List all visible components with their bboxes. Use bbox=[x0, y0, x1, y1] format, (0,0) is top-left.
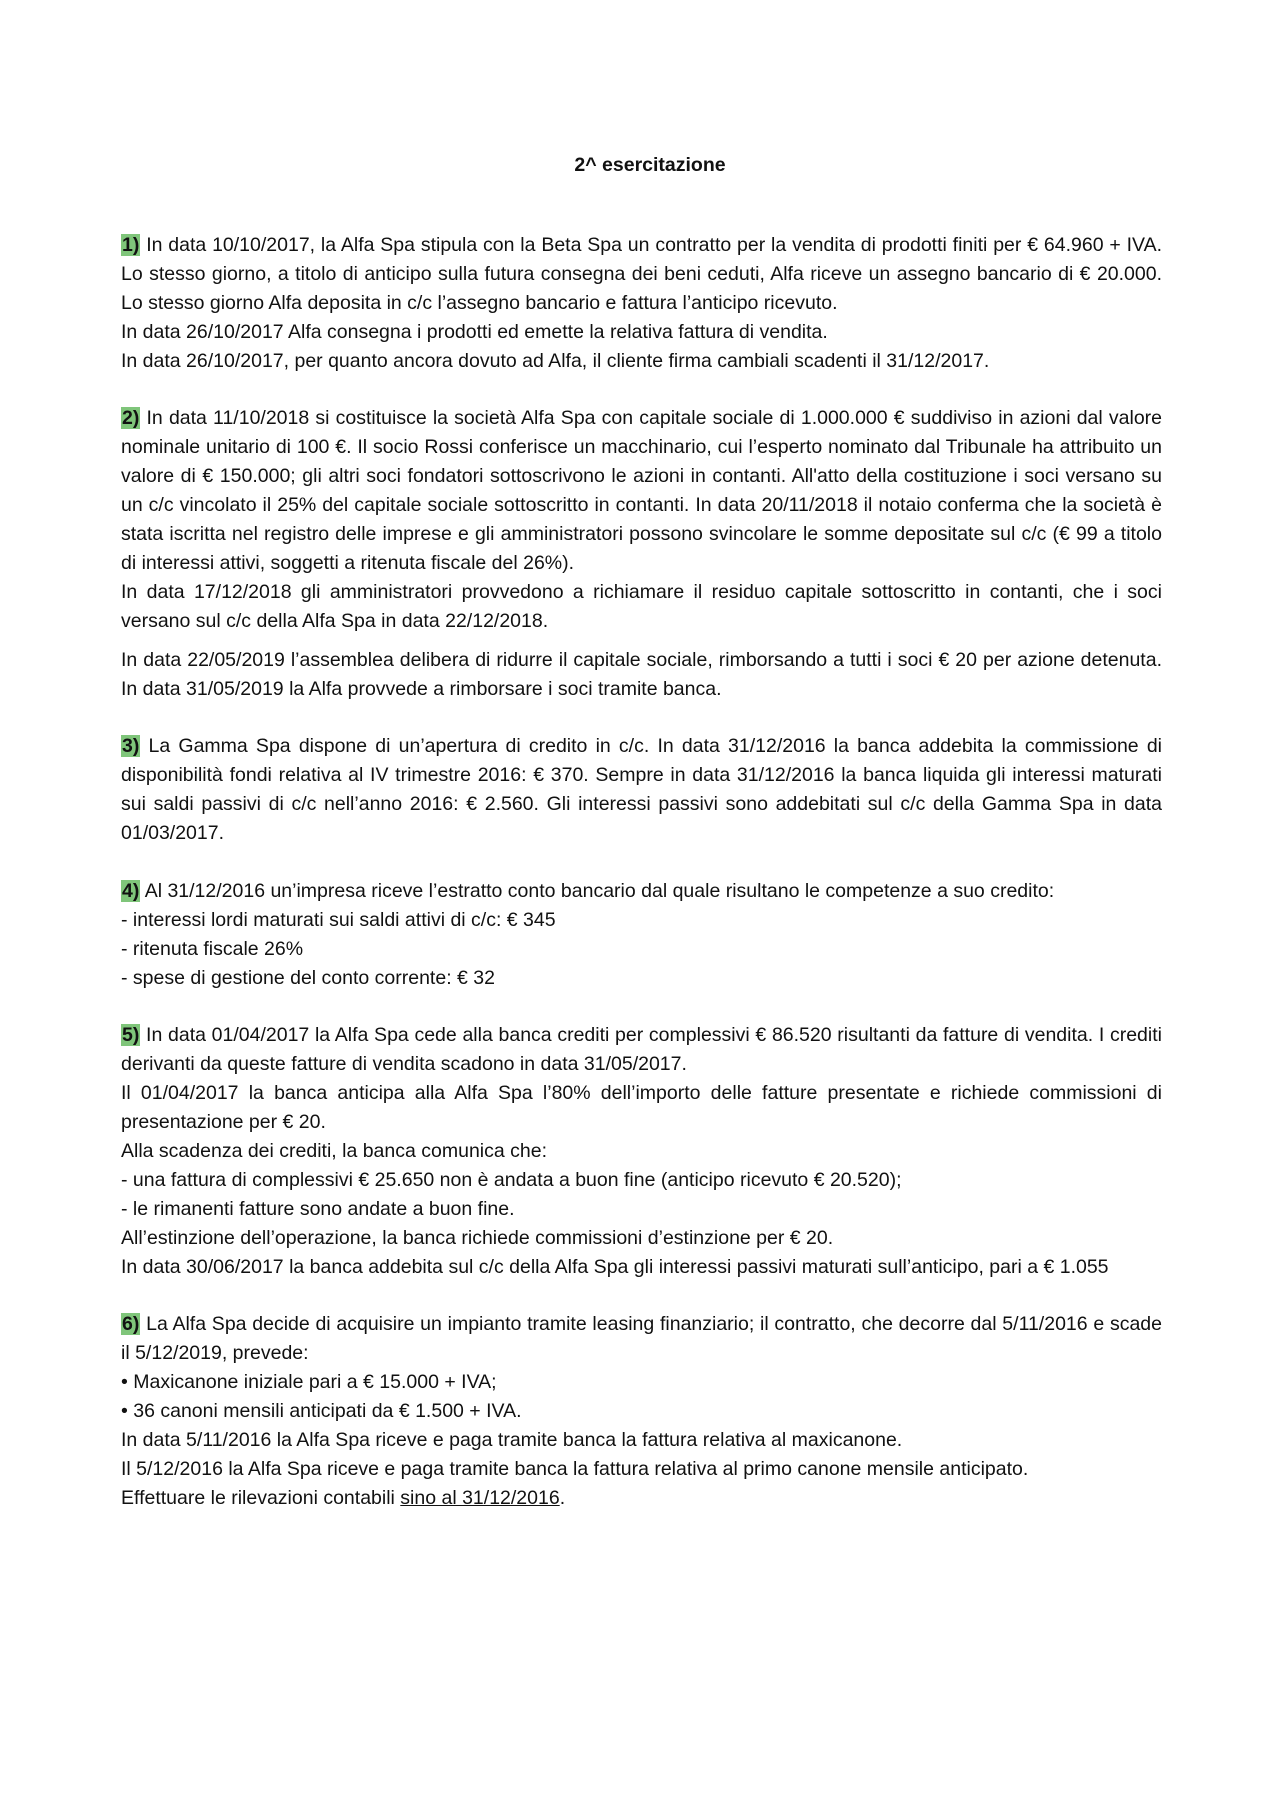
exercise-5-line-3: Alla scadenza dei crediti, la banca comunica che: bbox=[121, 1140, 547, 1163]
exercise-4-number: 4) bbox=[122, 879, 140, 902]
exercise-2-paragraph-2: In data 17/12/2018 gli amministratori provvedono a richiamare il residuo capitale sottoscritto in contanti, che i soci versano sul c/c della Alfa Spa in data 22/12/2018. bbox=[121, 580, 1162, 632]
exercise-6-item: • 36 canoni mensili anticipati da € 1.500 + IVA. bbox=[121, 1400, 522, 1423]
exercise-2-number: 2) bbox=[122, 407, 140, 430]
exercise-4 bbox=[121, 877, 1162, 993]
exercise-3 bbox=[121, 732, 1162, 848]
exercise-6-item: • Maxicanone iniziale pari a € 15.000 + IVA; bbox=[121, 1371, 497, 1394]
exercise-2-intro bbox=[121, 404, 1162, 577]
page-title: 2^ esercitazione bbox=[574, 154, 726, 176]
exercise-5-intro bbox=[121, 1021, 1162, 1079]
exercise-6-line-4: Il 5/12/2016 la Alfa Spa riceve e paga tramite banca la fattura relativa al primo canone mensile anticipato. bbox=[121, 1457, 1029, 1480]
exercise-5-paragraph-2: Il 01/04/2017 la banca anticipa alla Alfa Spa l’80% dell’importo delle fatture presentate e richiede commissioni di presentazione per € 20. bbox=[121, 1082, 1162, 1134]
exercise-6-line-3: In data 5/11/2016 la Alfa Spa riceve e paga tramite banca la fattura relativa al maxicanone. bbox=[121, 1429, 903, 1452]
exercise-6-intro bbox=[121, 1310, 1162, 1368]
exercise-2-intro-text: In data 11/10/2018 si costituisce la società Alfa Spa con capitale sociale di 1.000.000 € suddiviso in azioni dal valore nominale unitario di 100 €. Il socio Rossi conferisce un macchinario, cui l’esperto nominato dal Tribunale ha attribuito un valore di € 150.000; gli altri soci fondatori sottoscrivono le azioni in contanti. All'atto della costituzione i soci versano su un c/c vincolato il 25% del capitale sociale sottoscritto in contanti. In data 20/11/2018 il notaio conferma che la società è stata iscritta nel registro delle imprese e gli amministratori possono svincolare le somme depositate sul c/c (€ 99 a titolo di interessi attivi, soggetti a ritenuta fiscale del 26%). bbox=[121, 407, 1163, 574]
exercise-3-intro-text: La Gamma Spa dispone di un’apertura di credito in c/c. In data 31/12/2016 la banca addebita la commissione di disponibilità fondi relativa al IV trimestre 2016: € 370. Sempre in data 31/12/2016 la banca liquida gli interessi maturati sui saldi passivi di c/c nell’anno 2016: € 2.560. Gli interessi passivi sono addebitati sul c/c della Gamma Spa in data 01/03/2017. bbox=[121, 735, 1162, 845]
exercise-6-closing-prefix: Effettuare le rilevazioni contabili bbox=[121, 1486, 401, 1509]
exercise-4-item: - ritenuta fiscale 26% bbox=[121, 937, 304, 960]
exercise-5-paragraph-5: In data 30/06/2017 la banca addebita sul c/c della Alfa Spa gli interessi passivi maturati sull’anticipo, pari a € 1.055 bbox=[121, 1255, 1109, 1278]
exercise-1-number: 1) bbox=[122, 234, 140, 256]
exercise-6 bbox=[121, 1310, 1162, 1512]
exercise-5-line-4: All’estinzione dell’operazione, la banca richiede commissioni d’estinzione per € 20. bbox=[121, 1226, 834, 1249]
exercise-6-closing-suffix: . bbox=[559, 1486, 566, 1509]
exercise-1-line-3: In data 26/10/2017, per quanto ancora dovuto ad Alfa, il cliente firma cambiali scadenti il 31/12/2017. bbox=[121, 349, 990, 372]
exercise-6-closing-underlined: sino al 31/12/2016 bbox=[400, 1486, 560, 1509]
exercise-5 bbox=[121, 1021, 1162, 1281]
exercise-1-intro bbox=[121, 231, 1162, 318]
exercise-1 bbox=[121, 231, 1162, 376]
exercise-5-item: - una fattura di complessivi € 25.650 non è andata a buon fine (anticipo ricevuto € 20.520); bbox=[121, 1168, 902, 1191]
exercise-5-item: - le rimanenti fatture sono andate a buon fine. bbox=[121, 1197, 515, 1220]
exercise-4-intro bbox=[121, 877, 1162, 906]
exercise-4-item: - spese di gestione del conto corrente: € 32 bbox=[121, 966, 495, 989]
exercise-5-number: 5) bbox=[122, 1024, 140, 1047]
exercise-4-intro-text: Al 31/12/2016 un’impresa riceve l’estratto conto bancario dal quale risultano le competenze a suo credito: bbox=[144, 879, 1055, 902]
exercise-2-paragraph-3: In data 22/05/2019 l’assemblea delibera di ridurre il capitale sociale, rimborsando a tutti i soci € 20 per azione detenuta. In data 31/05/2019 la Alfa provvede a rimborsare i soci tramite banca. bbox=[121, 648, 1162, 700]
exercise-3-intro bbox=[121, 732, 1162, 848]
exercise-6-number: 6) bbox=[122, 1313, 140, 1336]
exercise-5-intro-text: In data 01/04/2017 la Alfa Spa cede alla banca crediti per complessivi € 86.520 risultanti da fatture di vendita. I crediti derivanti da queste fatture di vendita scadono in data 31/05/2017. bbox=[121, 1024, 1162, 1076]
exercise-6-intro-text: La Alfa Spa decide di acquisire un impianto tramite leasing finanziario; il contratto, che decorre dal 5/11/2016 e scade il 5/12/2019, prevede: bbox=[121, 1313, 1162, 1365]
exercise-6-closing bbox=[121, 1484, 1162, 1513]
document-body bbox=[121, 231, 1162, 1542]
exercise-1-line-2: In data 26/10/2017 Alfa consegna i prodotti ed emette la relativa fattura di vendita. bbox=[121, 320, 828, 343]
exercise-4-item: - interessi lordi maturati sui saldi attivi di c/c: € 345 bbox=[121, 908, 556, 931]
exercise-3-number: 3) bbox=[122, 735, 140, 758]
exercise-1-intro-text: In data 10/10/2017, la Alfa Spa stipula con la Beta Spa un contratto per la vendita di prodotti finiti per € 64.960 + IVA. Lo stesso giorno, a titolo di anticipo sulla futura consegna dei beni ceduti, Alfa riceve un assegno bancario di € 20.000. Lo stesso giorno Alfa deposita in c/c l’assegno bancario e fattura l’anticipo ricevuto. bbox=[121, 234, 1162, 314]
exercise-2 bbox=[121, 404, 1162, 703]
